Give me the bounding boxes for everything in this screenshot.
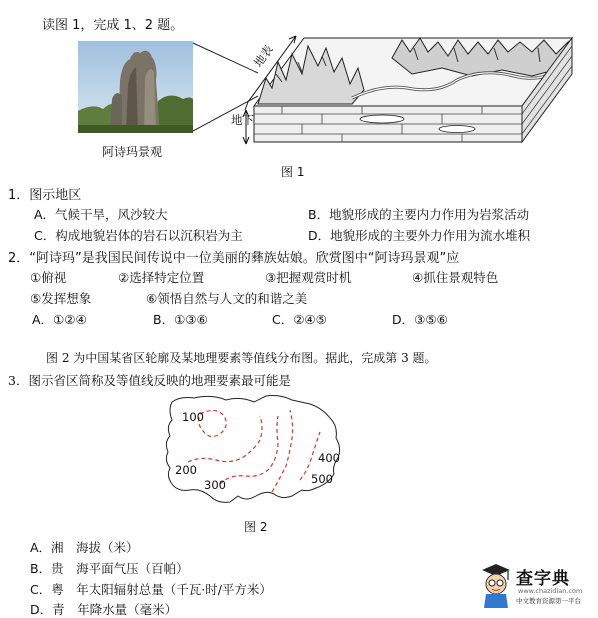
q2-item-5: ⑤发挥想象	[30, 291, 92, 306]
contour-label-300: 300	[204, 478, 226, 492]
contour-label-200: 200	[175, 463, 197, 477]
intro-text: 读图 1，完成 1、2 题。	[42, 18, 184, 33]
q1-stem: 1．图示地区	[8, 188, 82, 203]
q2-option-a: A．①②④	[32, 312, 87, 327]
q2-item-2: ②选择特定位置	[118, 270, 205, 285]
karst-block-diagram	[232, 18, 577, 148]
logo-url: www.chazidian.com	[518, 587, 583, 595]
q2-item-3: ③把握观赏时机	[265, 270, 352, 285]
intro2-text: 图 2 为中国某省区轮廓及某地理要素等值线分布图。据此，完成第 3 题。	[46, 351, 437, 365]
fig2-caption: 图 2	[244, 520, 268, 534]
q3-option-c: C．粤 年太阳辐射总量（千瓦·时/平方米）	[30, 582, 272, 597]
contour-label-500: 500	[311, 472, 333, 486]
underground-label: 地下	[231, 113, 254, 127]
q3-option-a: A．湘 海拔（米）	[30, 540, 139, 555]
contour-label-400: 400	[318, 451, 340, 465]
q2-item-6: ⑥领悟自然与人文的和谐之美	[146, 291, 308, 306]
q2-stem: 2．“阿诗玛”是我国民间传说中一位美丽的彝族姑娘。欣赏图中“阿诗玛景观”应	[8, 251, 460, 266]
q1-option-d: D．地貌形成的主要外力作用为流水堆积	[308, 228, 531, 243]
q3-option-b: B．贵 海平面气压（百帕）	[30, 561, 189, 576]
q2-option-b: B．①③⑥	[153, 312, 208, 327]
q2-item-4: ④抓住景观特色	[412, 270, 499, 285]
q1-option-a: A．气候干旱，风沙较大	[34, 207, 168, 222]
q2-option-c: C．②④⑤	[272, 312, 327, 327]
q1-option-c: C．构成地貌岩体的岩石以沉积岩为主	[34, 228, 243, 243]
logo-slogan: 中文教育资源第一平台	[516, 597, 581, 605]
fig1-caption: 图 1	[281, 165, 305, 179]
q2-item-1: ①俯视	[30, 270, 67, 285]
surface-label: 地表	[251, 42, 276, 70]
chazidian-logo	[478, 560, 594, 614]
contour-label-100: 100	[182, 410, 204, 424]
logo-title: 查字典	[516, 569, 570, 589]
q3-option-d: D．青 年降水量（毫米）	[30, 602, 178, 617]
q2-option-d: D．③⑤⑥	[392, 312, 448, 327]
mascot-icon	[478, 562, 514, 608]
photo-caption: 阿诗玛景观	[102, 145, 163, 159]
q1-option-b: B．地貌形成的主要内力作用为岩浆活动	[308, 207, 530, 222]
q3-stem: 3．图示省区简称及等值线反映的地理要素最可能是	[8, 373, 291, 388]
